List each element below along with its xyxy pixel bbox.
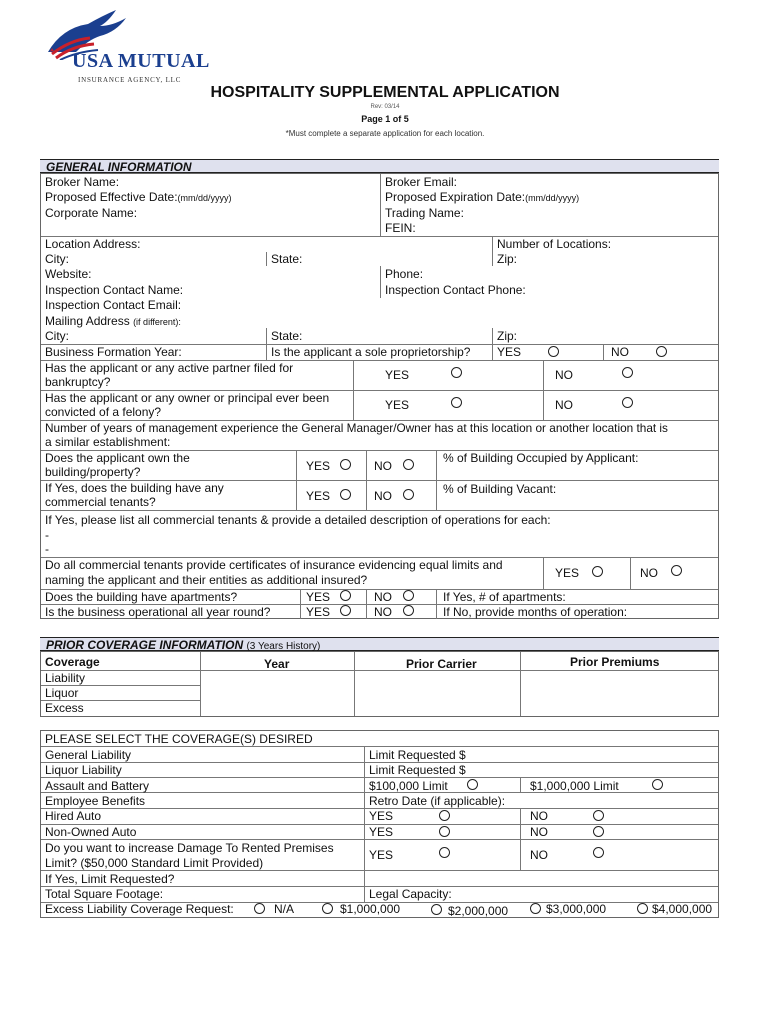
apartments-yes-label: YES bbox=[306, 590, 331, 604]
effective-date-format: (mm/dd/yyyy) bbox=[177, 193, 232, 203]
excess-4m-radio[interactable] bbox=[637, 903, 648, 914]
inspection-contact-name-label: Inspection Contact Name: bbox=[45, 283, 184, 297]
prior-col-carrier: Prior Carrier bbox=[406, 657, 477, 671]
mailing-address-label bbox=[45, 314, 181, 329]
bankruptcy-no-radio[interactable] bbox=[622, 367, 633, 378]
general-heading-text: GENERAL INFORMATION bbox=[46, 160, 192, 174]
felony-no-label: NO bbox=[555, 398, 573, 412]
hired-auto-yes-label: YES bbox=[369, 809, 394, 823]
sole-prop-no-label: NO bbox=[611, 345, 629, 359]
state-label: State: bbox=[271, 252, 303, 266]
apartments-question: Does the building have apartments? bbox=[45, 590, 238, 604]
location-address-label: Location Address: bbox=[45, 237, 141, 251]
hired-auto-no-radio[interactable] bbox=[593, 810, 604, 821]
hired-auto-yes-radio[interactable] bbox=[439, 810, 450, 821]
hired-auto-no-label: NO bbox=[530, 809, 548, 823]
own-building-no-label: NO bbox=[374, 459, 392, 473]
excess-3m-radio[interactable] bbox=[530, 903, 541, 914]
own-building-yes-label: YES bbox=[306, 459, 331, 473]
corporate-name-label: Corporate Name: bbox=[45, 206, 138, 220]
location-note: *Must complete a separate application for each location. bbox=[285, 129, 485, 138]
damage-no-radio[interactable] bbox=[593, 847, 604, 858]
tenants-no-radio[interactable] bbox=[403, 489, 414, 500]
bankruptcy-yes-radio[interactable] bbox=[451, 367, 462, 378]
inspection-contact-email-label: Inspection Contact Email: bbox=[45, 298, 182, 312]
excess-2m-radio[interactable] bbox=[431, 904, 442, 915]
effective-date-label bbox=[45, 190, 232, 205]
limit-1m-radio[interactable] bbox=[652, 779, 663, 790]
damage-question-line1: Do you want to increase Damage To Rented Premises bbox=[45, 841, 334, 855]
prior-coverage-heading bbox=[40, 637, 719, 651]
expiration-date-label bbox=[385, 190, 579, 205]
city-label: City: bbox=[45, 252, 69, 266]
expiration-date-format: (mm/dd/yyyy) bbox=[525, 193, 580, 203]
tenants-no-label: NO bbox=[374, 489, 392, 503]
tenant-entry-1: - bbox=[45, 528, 49, 542]
certificates-no-radio[interactable] bbox=[671, 565, 682, 576]
sole-prop-yes-label: YES bbox=[497, 345, 522, 359]
management-experience-line2: a similar establishment: bbox=[45, 435, 171, 449]
own-building-yes-radio[interactable] bbox=[340, 459, 351, 470]
own-building-line2: building/property? bbox=[45, 465, 141, 479]
liquor-limit-label: Limit Requested $ bbox=[369, 763, 466, 777]
felony-yes-label: YES bbox=[385, 398, 410, 412]
certificates-yes-label: YES bbox=[555, 566, 580, 580]
excess-2m-label: $2,000,000 bbox=[448, 904, 509, 918]
gl-limit-label: Limit Requested $ bbox=[369, 748, 466, 762]
page-number: Page 1 of 5 bbox=[361, 114, 409, 124]
excess-na-label: N/A bbox=[274, 902, 295, 916]
prior-row-liability: Liability bbox=[45, 671, 86, 685]
own-building-no-radio[interactable] bbox=[403, 459, 414, 470]
general-section-heading bbox=[40, 159, 719, 173]
prior-row-liquor: Liquor bbox=[45, 686, 79, 700]
broker-email-label: Broker Email: bbox=[385, 175, 458, 189]
own-building-line1: Does the applicant own the bbox=[45, 451, 190, 465]
page-title: HOSPITALITY SUPPLEMENTAL APPLICATION bbox=[210, 84, 560, 101]
limit-100k-label: $100,000 Limit bbox=[369, 779, 448, 793]
bankruptcy-yes-label: YES bbox=[385, 368, 410, 382]
prior-row-excess: Excess bbox=[45, 701, 84, 715]
phone-label: Phone: bbox=[385, 267, 424, 281]
felony-no-radio[interactable] bbox=[622, 397, 633, 408]
damage-no-label: NO bbox=[530, 848, 548, 862]
limit-100k-radio[interactable] bbox=[467, 779, 478, 790]
non-owned-auto-label: Non-Owned Auto bbox=[45, 825, 137, 839]
certificates-yes-radio[interactable] bbox=[592, 566, 603, 577]
bankruptcy-question-line1: Has the applicant or any active partner filed for bbox=[45, 361, 294, 375]
certificates-no-label: NO bbox=[640, 566, 658, 580]
mailing-city-label: City: bbox=[45, 329, 69, 343]
coverage-heading: PLEASE SELECT THE COVERAGE(S) DESIRED bbox=[45, 732, 313, 746]
felony-question-line1: Has the applicant or any owner or principal ever been bbox=[45, 391, 330, 405]
formation-year-label: Business Formation Year: bbox=[45, 345, 182, 359]
certificates-question-line1: Do all commercial tenants provide certificates of insurance evidencing equal limits and bbox=[45, 558, 503, 572]
apartments-yes-radio[interactable] bbox=[340, 590, 351, 601]
total-square-footage-label: Total Square Footage: bbox=[45, 887, 164, 901]
expiration-date-text: Proposed Expiration Date: bbox=[385, 190, 526, 204]
management-experience-line1: Number of years of management experience the General Manager/Owner has at this location or another location that is bbox=[45, 421, 668, 435]
sole-prop-yes-radio[interactable] bbox=[548, 346, 559, 357]
prior-col-year: Year bbox=[264, 657, 290, 671]
liquor-liability-label: Liquor Liability bbox=[45, 763, 122, 777]
excess-na-radio[interactable] bbox=[254, 903, 265, 914]
mailing-address-note: (if different): bbox=[133, 317, 181, 327]
apartments-no-label: NO bbox=[374, 590, 392, 604]
commercial-tenants-line1: If Yes, does the building have any bbox=[45, 481, 224, 495]
damage-question-line2: Limit? ($50,000 Standard Limit Provided) bbox=[45, 856, 264, 870]
damage-yes-label: YES bbox=[369, 848, 394, 862]
non-owned-yes-radio[interactable] bbox=[439, 826, 450, 837]
non-owned-no-radio[interactable] bbox=[593, 826, 604, 837]
company-logo bbox=[38, 8, 210, 88]
certificates-question-line2: naming the applicant and their entities as additional insured? bbox=[45, 573, 368, 587]
bankruptcy-question-line2: bankruptcy? bbox=[45, 375, 111, 389]
pct-occupied-label: % of Building Occupied by Applicant: bbox=[443, 451, 639, 465]
zip-label: Zip: bbox=[497, 252, 518, 266]
pct-vacant-label: % of Building Vacant: bbox=[443, 482, 557, 496]
number-of-locations-label: Number of Locations: bbox=[497, 237, 612, 251]
sole-prop-no-radio[interactable] bbox=[656, 346, 667, 357]
excess-1m-label: $1,000,000 bbox=[340, 902, 401, 916]
employee-benefits-label: Employee Benefits bbox=[45, 794, 146, 808]
felony-yes-radio[interactable] bbox=[451, 397, 462, 408]
prior-col-coverage: Coverage bbox=[45, 655, 100, 669]
excess-1m-radio[interactable] bbox=[322, 903, 333, 914]
hired-auto-label: Hired Auto bbox=[45, 809, 102, 823]
commercial-tenants-line2: commercial tenants? bbox=[45, 495, 156, 509]
mailing-address-text: Mailing Address bbox=[45, 314, 130, 328]
excess-liability-label: Excess Liability Coverage Request: bbox=[45, 902, 234, 916]
excess-4m-label: $4,000,000 bbox=[652, 902, 713, 916]
limit-1m-label: $1,000,000 Limit bbox=[530, 779, 619, 793]
non-owned-no-label: NO bbox=[530, 825, 548, 839]
inspection-contact-phone-label: Inspection Contact Phone: bbox=[385, 283, 526, 297]
assault-battery-label: Assault and Battery bbox=[45, 779, 150, 793]
limit-requested-label: If Yes, Limit Requested? bbox=[45, 872, 175, 886]
legal-capacity-label: Legal Capacity: bbox=[369, 887, 452, 901]
bankruptcy-no-label: NO bbox=[555, 368, 573, 382]
general-liability-label: General Liability bbox=[45, 748, 132, 762]
website-label: Website: bbox=[45, 267, 92, 281]
felony-question-line2: convicted of a felony? bbox=[45, 405, 162, 419]
damage-yes-radio[interactable] bbox=[439, 847, 450, 858]
broker-name-label: Broker Name: bbox=[45, 175, 120, 189]
retro-date-label: Retro Date (if applicable): bbox=[369, 794, 506, 808]
prior-col-premiums: Prior Premiums bbox=[570, 655, 660, 669]
tenants-yes-label: YES bbox=[306, 489, 331, 503]
prior-heading-text: PRIOR COVERAGE INFORMATION bbox=[46, 638, 244, 652]
mailing-state-label: State: bbox=[271, 329, 303, 343]
non-owned-yes-label: YES bbox=[369, 825, 394, 839]
tenant-entry-2: - bbox=[45, 542, 49, 556]
excess-3m-label: $3,000,000 bbox=[546, 902, 607, 916]
num-apartments-label: If Yes, # of apartments: bbox=[443, 590, 566, 604]
year-round-question: Is the business operational all year round? bbox=[45, 605, 271, 619]
effective-date-text: Proposed Effective Date: bbox=[45, 190, 178, 204]
apartments-no-radio[interactable] bbox=[403, 590, 414, 601]
year-round-no-label: NO bbox=[374, 605, 392, 619]
tenants-yes-radio[interactable] bbox=[340, 489, 351, 500]
prior-heading-note: (3 Years History) bbox=[246, 641, 321, 652]
mailing-zip-label: Zip: bbox=[497, 329, 518, 343]
year-round-yes-radio[interactable] bbox=[340, 605, 351, 616]
months-operation-label: If No, provide months of operation: bbox=[443, 605, 628, 619]
list-tenants-label: If Yes, please list all commercial tenants & provide a detailed description of operations for each: bbox=[45, 513, 551, 527]
logo-name: USA MUTUAL bbox=[72, 50, 210, 72]
revision-label: Rev: 03/14 bbox=[370, 104, 400, 110]
trading-name-label: Trading Name: bbox=[385, 206, 464, 220]
year-round-yes-label: YES bbox=[306, 605, 331, 619]
sole-proprietorship-label: Is the applicant a sole proprietorship? bbox=[271, 345, 471, 359]
fein-label: FEIN: bbox=[385, 221, 416, 235]
year-round-no-radio[interactable] bbox=[403, 605, 414, 616]
logo-subtitle: INSURANCE AGENCY, LLC bbox=[78, 76, 182, 84]
